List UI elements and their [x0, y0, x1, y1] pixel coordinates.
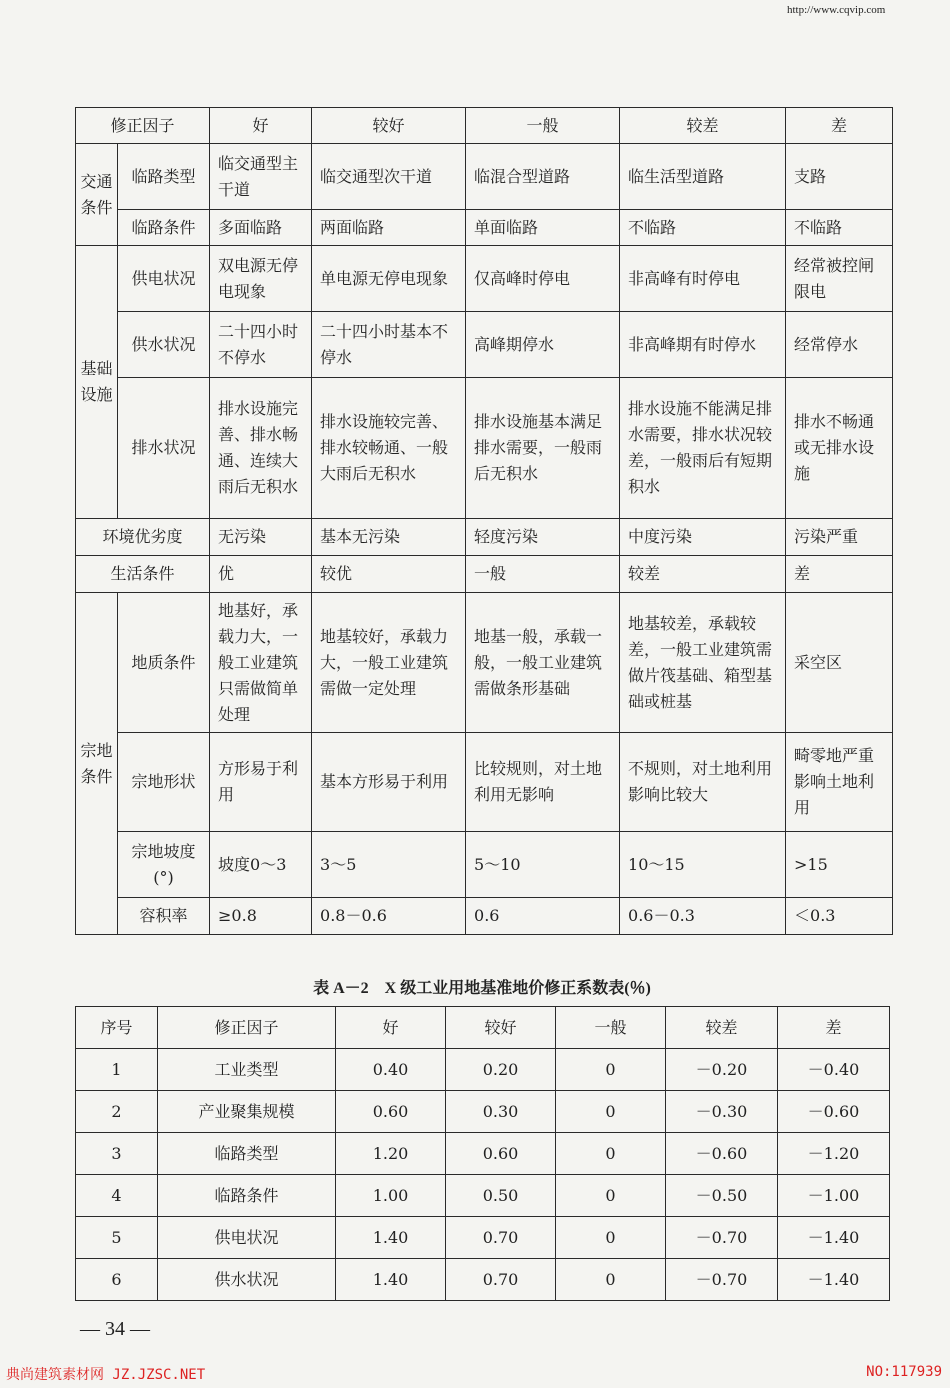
table-row	[76, 1133, 890, 1175]
table-cell: 采空区	[786, 593, 893, 733]
table-cell: 0.70	[446, 1259, 556, 1301]
table-cell: 非高峰期有时停水	[620, 312, 786, 378]
table-cell: 临生活型道路	[620, 144, 786, 210]
table-cell: 高峰期停水	[466, 312, 620, 378]
table-row	[76, 1091, 890, 1133]
table-cell: 地基较好，承载力大，一般工业建筑需做一定处理	[312, 593, 466, 733]
table-cell: －0.70	[666, 1217, 778, 1259]
header-cell: 序号	[76, 1007, 158, 1049]
table-cell: 0	[556, 1259, 666, 1301]
table-cell: 多面临路	[210, 210, 312, 246]
header-cell: 好	[210, 108, 312, 144]
table-cell: ≥0.8	[210, 898, 312, 935]
correction-factor-table	[75, 107, 893, 935]
table-row	[76, 1259, 890, 1301]
watermark-footer	[0, 1364, 950, 1386]
table-cell: 畸零地严重影响土地利用	[786, 733, 893, 832]
category-cell: 交通条件	[76, 144, 118, 246]
table-cell: 0	[556, 1091, 666, 1133]
table-row	[76, 312, 893, 378]
table-cell: 地基较差，承载较差，一般工业建筑需做片筏基础、箱型基础或桩基	[620, 593, 786, 733]
table-cell: 3～5	[312, 832, 466, 898]
header-cell: 较好	[312, 108, 466, 144]
table-cell: 0.6	[466, 898, 620, 935]
table-cell: －0.40	[778, 1049, 890, 1091]
table-cell: 不临路	[620, 210, 786, 246]
table-cell: 排水设施较完善、排水较畅通、一般大雨后无积水	[312, 378, 466, 519]
table-cell: －1.40	[778, 1259, 890, 1301]
table-cell: ＜0.3	[786, 898, 893, 935]
header-cell: 一般	[556, 1007, 666, 1049]
table-cell: 基本无污染	[312, 519, 466, 556]
table-cell: 二十四小时基本不停水	[312, 312, 466, 378]
table-row	[76, 210, 893, 246]
table-row	[76, 378, 893, 519]
table-cell: 5	[76, 1217, 158, 1259]
table-cell: －0.30	[666, 1091, 778, 1133]
table-cell: 0.40	[336, 1049, 446, 1091]
table-cell: 5～10	[466, 832, 620, 898]
table-header-row	[76, 108, 893, 144]
header-cell: 较好	[446, 1007, 556, 1049]
table-cell: －0.70	[666, 1259, 778, 1301]
table-cell: 排水不畅通或无排水设施	[786, 378, 893, 519]
table-cell: 支路	[786, 144, 893, 210]
table-row	[76, 556, 893, 593]
table-cell: 较优	[312, 556, 466, 593]
header-cell: 好	[336, 1007, 446, 1049]
factor-label: 生活条件	[76, 556, 210, 593]
table-row	[76, 1049, 890, 1091]
factor-label: 临路条件	[118, 210, 210, 246]
table-cell: 1.40	[336, 1217, 446, 1259]
factor-label: 供水状况	[118, 312, 210, 378]
source-url: http://www.cqvip.com	[787, 4, 886, 16]
table-cell: 0.8－0.6	[312, 898, 466, 935]
table-cell: －1.00	[778, 1175, 890, 1217]
table-cell: 0	[556, 1175, 666, 1217]
factor-label: 地质条件	[118, 593, 210, 733]
table-cell: 地基好，承载力大，一般工业建筑只需做简单处理	[210, 593, 312, 733]
table-cell: 方形易于利用	[210, 733, 312, 832]
table-header-row	[76, 1007, 890, 1049]
factor-label: 环境优劣度	[76, 519, 210, 556]
table-cell: 供电状况	[158, 1217, 336, 1259]
table-cell: －1.20	[778, 1133, 890, 1175]
table-cell: >15	[786, 832, 893, 898]
table-cell: 仅高峰时停电	[466, 246, 620, 312]
table-cell: 经常停水	[786, 312, 893, 378]
table-cell: －0.20	[666, 1049, 778, 1091]
table-cell: 10～15	[620, 832, 786, 898]
table-cell: 坡度0～3	[210, 832, 312, 898]
category-cell: 宗地条件	[76, 593, 118, 935]
table-cell: 非高峰有时停电	[620, 246, 786, 312]
table-cell: 临交通型次干道	[312, 144, 466, 210]
table-cell: 中度污染	[620, 519, 786, 556]
table-cell: 差	[786, 556, 893, 593]
table-cell: 0.50	[446, 1175, 556, 1217]
table-cell: 2	[76, 1091, 158, 1133]
table-cell: 双电源无停电现象	[210, 246, 312, 312]
table-cell: 排水设施不能满足排水需要，排水状况较差，一般雨后有短期积水	[620, 378, 786, 519]
table-cell: 单面临路	[466, 210, 620, 246]
table-cell: 不规则，对土地利用影响比较大	[620, 733, 786, 832]
table-cell: 4	[76, 1175, 158, 1217]
table-cell: 0	[556, 1133, 666, 1175]
page-number: — 34 —	[80, 1318, 150, 1340]
table-cell: 0.60	[446, 1133, 556, 1175]
table-cell: 基本方形易于利用	[312, 733, 466, 832]
table-cell: 工业类型	[158, 1049, 336, 1091]
table-cell: 0.6－0.3	[620, 898, 786, 935]
table-cell: 1.20	[336, 1133, 446, 1175]
table-cell: 临混合型道路	[466, 144, 620, 210]
header-cell: 一般	[466, 108, 620, 144]
table-row	[76, 519, 893, 556]
coefficient-table	[75, 1006, 890, 1301]
table-cell: 1.00	[336, 1175, 446, 1217]
table-cell: 0	[556, 1217, 666, 1259]
table-caption: 表 A－2 X 级工业用地基准地价修正系数表(％)	[313, 980, 651, 997]
table-cell: 1	[76, 1049, 158, 1091]
table-row	[76, 733, 893, 832]
table-cell: 临路类型	[158, 1133, 336, 1175]
table-cell: 6	[76, 1259, 158, 1301]
table-cell: 排水设施基本满足排水需要，一般雨后无积水	[466, 378, 620, 519]
table-cell: 一般	[466, 556, 620, 593]
footer-id-label: NO:117939	[866, 1364, 942, 1380]
table-cell: 轻度污染	[466, 519, 620, 556]
table-cell: －1.40	[778, 1217, 890, 1259]
table-row	[76, 1217, 890, 1259]
table-cell: 临路条件	[158, 1175, 336, 1217]
category-cell: 基础设施	[76, 246, 118, 519]
factor-label: 排水状况	[118, 378, 210, 519]
header-cell: 差	[786, 108, 893, 144]
factor-label: 宗地坡度(°)	[118, 832, 210, 898]
table-cell: 无污染	[210, 519, 312, 556]
factor-label: 供电状况	[118, 246, 210, 312]
table-cell: 单电源无停电现象	[312, 246, 466, 312]
header-cell: 修正因子	[76, 108, 210, 144]
table-cell: 1.40	[336, 1259, 446, 1301]
table-cell: －0.60	[778, 1091, 890, 1133]
table-cell: 地基一般，承载一般，一般工业建筑需做条形基础	[466, 593, 620, 733]
table-cell: 供水状况	[158, 1259, 336, 1301]
table-cell: 临交通型主干道	[210, 144, 312, 210]
table-row	[76, 832, 893, 898]
table-cell: 0.20	[446, 1049, 556, 1091]
table-cell: 0	[556, 1049, 666, 1091]
table-cell: 经常被控闸限电	[786, 246, 893, 312]
table-row	[76, 144, 893, 210]
table-cell: 3	[76, 1133, 158, 1175]
table-cell: 0.70	[446, 1217, 556, 1259]
header-cell: 较差	[620, 108, 786, 144]
table-row	[76, 1175, 890, 1217]
table-cell: 比较规则，对土地利用无影响	[466, 733, 620, 832]
table-row	[76, 898, 893, 935]
table-cell: 污染严重	[786, 519, 893, 556]
table-row	[76, 593, 893, 733]
header-cell: 修正因子	[158, 1007, 336, 1049]
factor-label: 容积率	[118, 898, 210, 935]
table-cell: －0.60	[666, 1133, 778, 1175]
factor-label: 宗地形状	[118, 733, 210, 832]
table-cell: 不临路	[786, 210, 893, 246]
table-cell: 优	[210, 556, 312, 593]
table-cell: 两面临路	[312, 210, 466, 246]
table-cell: 0.60	[336, 1091, 446, 1133]
table-cell: 较差	[620, 556, 786, 593]
table-cell: －0.50	[666, 1175, 778, 1217]
table-row	[76, 246, 893, 312]
footer-site-label: 典尚建筑素材网 JZ.JZSC.NET	[6, 1367, 206, 1383]
table-cell: 二十四小时不停水	[210, 312, 312, 378]
header-cell: 差	[778, 1007, 890, 1049]
table-cell: 0.30	[446, 1091, 556, 1133]
factor-label: 临路类型	[118, 144, 210, 210]
header-cell: 较差	[666, 1007, 778, 1049]
table-cell: 产业聚集规模	[158, 1091, 336, 1133]
table-cell: 排水设施完善、排水畅通、连续大雨后无积水	[210, 378, 312, 519]
